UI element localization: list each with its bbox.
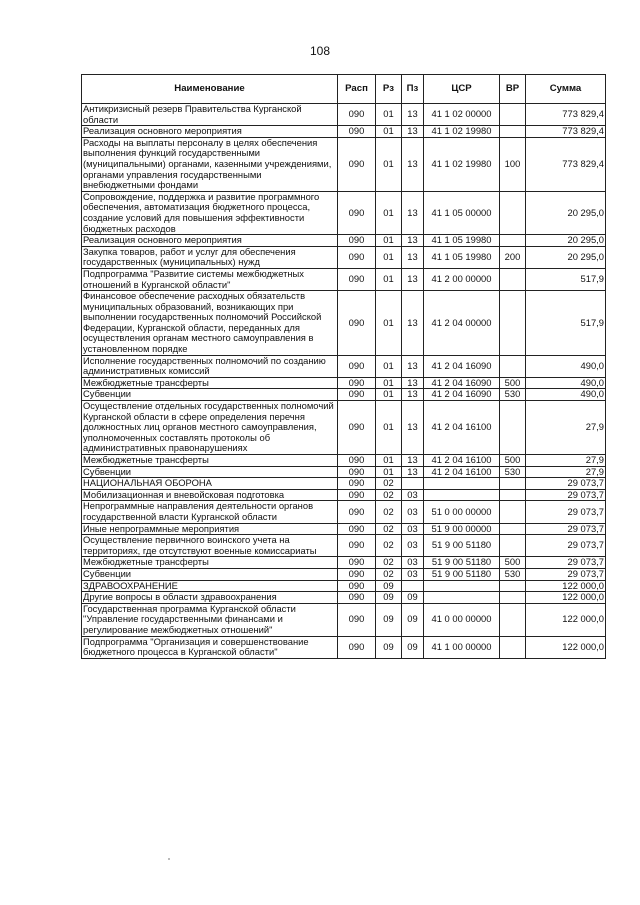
cell-rasp: 090 bbox=[338, 126, 376, 138]
cell-name: Субвенции bbox=[82, 466, 338, 478]
cell-csr: 51 0 00 00000 bbox=[424, 501, 500, 523]
cell-rz: 02 bbox=[376, 501, 402, 523]
cell-pz: 13 bbox=[402, 104, 424, 126]
cell-sum: 29 073,7 bbox=[526, 523, 606, 535]
cell-vr bbox=[500, 603, 526, 636]
cell-rasp: 090 bbox=[338, 137, 376, 191]
cell-vr bbox=[500, 191, 526, 234]
cell-rasp: 090 bbox=[338, 401, 376, 455]
cell-rasp: 090 bbox=[338, 355, 376, 377]
cell-vr: 530 bbox=[500, 389, 526, 401]
cell-pz: 13 bbox=[402, 235, 424, 247]
cell-sum: 122 000,0 bbox=[526, 603, 606, 636]
cell-vr bbox=[500, 268, 526, 290]
cell-rz: 01 bbox=[376, 377, 402, 389]
header-sum: Сумма bbox=[526, 75, 606, 104]
cell-name: Подпрограмма "Развитие системы межбюджетных отношений в Курганской области" bbox=[82, 268, 338, 290]
cell-name: Реализация основного мероприятия bbox=[82, 235, 338, 247]
cell-name: Осуществление отдельных государственных полномочий Курганской области в сфере определения перечня должностных лиц органов местного самоуправления, уполномоченных составлять протоколы об административных правонарушениях bbox=[82, 401, 338, 455]
cell-rasp: 090 bbox=[338, 568, 376, 580]
cell-rasp: 090 bbox=[338, 466, 376, 478]
cell-rz: 01 bbox=[376, 104, 402, 126]
table-row bbox=[82, 291, 606, 356]
cell-pz: 03 bbox=[402, 501, 424, 523]
cell-vr bbox=[500, 580, 526, 592]
cell-name: Другие вопросы в области здравоохранения bbox=[82, 592, 338, 604]
header-name: Наименование bbox=[82, 75, 338, 104]
table-row bbox=[82, 401, 606, 455]
cell-vr: 200 bbox=[500, 246, 526, 268]
cell-rasp: 090 bbox=[338, 455, 376, 467]
cell-sum: 490,0 bbox=[526, 389, 606, 401]
cell-vr bbox=[500, 535, 526, 557]
cell-pz: 13 bbox=[402, 268, 424, 290]
table-row bbox=[82, 126, 606, 138]
cell-name: НАЦИОНАЛЬНАЯ ОБОРОНА bbox=[82, 478, 338, 490]
cell-rasp: 090 bbox=[338, 235, 376, 247]
table-row bbox=[82, 268, 606, 290]
table-row bbox=[82, 501, 606, 523]
cell-csr: 41 0 00 00000 bbox=[424, 603, 500, 636]
cell-name: Межбюджетные трансферты bbox=[82, 557, 338, 569]
cell-pz: 13 bbox=[402, 389, 424, 401]
cell-rz: 02 bbox=[376, 478, 402, 490]
cell-pz: 09 bbox=[402, 592, 424, 604]
cell-pz: 13 bbox=[402, 401, 424, 455]
table-row bbox=[82, 478, 606, 490]
cell-rasp: 090 bbox=[338, 377, 376, 389]
cell-csr: 41 2 04 16100 bbox=[424, 455, 500, 467]
cell-vr: 100 bbox=[500, 137, 526, 191]
cell-rz: 01 bbox=[376, 466, 402, 478]
cell-name: Подпрограмма "Организация и совершенствование бюджетного процесса в Курганской области" bbox=[82, 636, 338, 658]
cell-vr bbox=[500, 291, 526, 356]
cell-pz: 13 bbox=[402, 291, 424, 356]
cell-rz: 01 bbox=[376, 401, 402, 455]
cell-sum: 773 829,4 bbox=[526, 104, 606, 126]
cell-sum: 490,0 bbox=[526, 377, 606, 389]
cell-csr: 41 1 05 00000 bbox=[424, 191, 500, 234]
table-row bbox=[82, 137, 606, 191]
cell-pz: 03 bbox=[402, 523, 424, 535]
cell-name: Финансовое обеспечение расходных обязательств муниципальных образований, возникающих при выполнении государственных полномочий Российской Федерации, Курганской области, переданных для осуществления органам местного самоуправления в установленном порядке bbox=[82, 291, 338, 356]
cell-sum: 490,0 bbox=[526, 355, 606, 377]
cell-vr: 530 bbox=[500, 568, 526, 580]
cell-rz: 01 bbox=[376, 355, 402, 377]
cell-name: Сопровождение, поддержка и развитие программного обеспечения, автоматизация бюджетного процесса, создание условий для повышения эффективности бюджетных расходов bbox=[82, 191, 338, 234]
cell-csr bbox=[424, 592, 500, 604]
cell-vr bbox=[500, 104, 526, 126]
cell-pz: 03 bbox=[402, 489, 424, 501]
cell-csr: 41 1 05 19980 bbox=[424, 246, 500, 268]
cell-sum: 773 829,4 bbox=[526, 126, 606, 138]
cell-rz: 09 bbox=[376, 592, 402, 604]
cell-rz: 01 bbox=[376, 268, 402, 290]
cell-pz bbox=[402, 580, 424, 592]
cell-rasp: 090 bbox=[338, 636, 376, 658]
cell-csr: 41 1 05 19980 bbox=[424, 235, 500, 247]
cell-pz: 03 bbox=[402, 535, 424, 557]
cell-sum: 20 295,0 bbox=[526, 246, 606, 268]
budget-table bbox=[81, 74, 606, 659]
cell-csr bbox=[424, 580, 500, 592]
cell-csr: 51 9 00 00000 bbox=[424, 523, 500, 535]
cell-rz: 01 bbox=[376, 246, 402, 268]
cell-sum: 517,9 bbox=[526, 268, 606, 290]
table-row bbox=[82, 592, 606, 604]
cell-sum: 29 073,7 bbox=[526, 478, 606, 490]
cell-sum: 29 073,7 bbox=[526, 557, 606, 569]
cell-rasp: 090 bbox=[338, 191, 376, 234]
cell-csr: 41 2 04 16100 bbox=[424, 466, 500, 478]
header-csr: ЦСР bbox=[424, 75, 500, 104]
cell-rz: 01 bbox=[376, 291, 402, 356]
cell-rasp: 090 bbox=[338, 523, 376, 535]
cell-rasp: 090 bbox=[338, 535, 376, 557]
cell-sum: 122 000,0 bbox=[526, 636, 606, 658]
cell-rz: 01 bbox=[376, 137, 402, 191]
cell-name: Исполнение государственных полномочий по созданию административных комиссий bbox=[82, 355, 338, 377]
cell-rasp: 090 bbox=[338, 291, 376, 356]
cell-csr bbox=[424, 489, 500, 501]
cell-rz: 02 bbox=[376, 523, 402, 535]
cell-rz: 09 bbox=[376, 603, 402, 636]
cell-rasp: 090 bbox=[338, 246, 376, 268]
cell-rz: 01 bbox=[376, 191, 402, 234]
table-row bbox=[82, 235, 606, 247]
cell-name: ЗДРАВООХРАНЕНИЕ bbox=[82, 580, 338, 592]
table-row bbox=[82, 355, 606, 377]
cell-rz: 01 bbox=[376, 389, 402, 401]
cell-name: Антикризисный резерв Правительства Курганской области bbox=[82, 104, 338, 126]
cell-pz: 13 bbox=[402, 137, 424, 191]
cell-rz: 02 bbox=[376, 535, 402, 557]
cell-csr: 41 2 04 00000 bbox=[424, 291, 500, 356]
cell-sum: 20 295,0 bbox=[526, 191, 606, 234]
cell-csr: 41 2 04 16090 bbox=[424, 377, 500, 389]
cell-pz: 03 bbox=[402, 557, 424, 569]
table-row bbox=[82, 466, 606, 478]
table-row bbox=[82, 455, 606, 467]
cell-vr: 500 bbox=[500, 455, 526, 467]
cell-sum: 20 295,0 bbox=[526, 235, 606, 247]
cell-pz: 09 bbox=[402, 636, 424, 658]
cell-sum: 29 073,7 bbox=[526, 535, 606, 557]
cell-pz: 13 bbox=[402, 126, 424, 138]
cell-name: Субвенции bbox=[82, 568, 338, 580]
cell-pz bbox=[402, 478, 424, 490]
header-vr: ВР bbox=[500, 75, 526, 104]
table-row bbox=[82, 489, 606, 501]
cell-rasp: 090 bbox=[338, 268, 376, 290]
cell-rasp: 090 bbox=[338, 489, 376, 501]
cell-rasp: 090 bbox=[338, 557, 376, 569]
header-pz: Пз bbox=[402, 75, 424, 104]
cell-pz: 03 bbox=[402, 568, 424, 580]
table-row bbox=[82, 636, 606, 658]
page-number: 108 bbox=[309, 44, 331, 58]
cell-sum: 27,9 bbox=[526, 455, 606, 467]
cell-sum: 122 000,0 bbox=[526, 580, 606, 592]
cell-pz: 09 bbox=[402, 603, 424, 636]
cell-vr: 500 bbox=[500, 557, 526, 569]
cell-csr: 51 9 00 51180 bbox=[424, 557, 500, 569]
cell-csr: 41 2 04 16100 bbox=[424, 401, 500, 455]
cell-vr bbox=[500, 235, 526, 247]
table-row bbox=[82, 389, 606, 401]
cell-csr: 41 1 02 19980 bbox=[424, 137, 500, 191]
table-row bbox=[82, 191, 606, 234]
cell-sum: 773 829,4 bbox=[526, 137, 606, 191]
cell-csr: 41 1 02 19980 bbox=[424, 126, 500, 138]
cell-sum: 27,9 bbox=[526, 401, 606, 455]
cell-name: Расходы на выплаты персоналу в целях обеспечения выполнения функций государственными (муниципальными) органами, казенными учреждениями, органами управления государственными внебюджетными фондами bbox=[82, 137, 338, 191]
cell-rasp: 090 bbox=[338, 580, 376, 592]
cell-pz: 13 bbox=[402, 377, 424, 389]
cell-name: Межбюджетные трансферты bbox=[82, 455, 338, 467]
table-row bbox=[82, 246, 606, 268]
cell-vr bbox=[500, 355, 526, 377]
cell-rasp: 090 bbox=[338, 501, 376, 523]
cell-rasp: 090 bbox=[338, 592, 376, 604]
cell-vr: 500 bbox=[500, 377, 526, 389]
cell-csr: 51 9 00 51180 bbox=[424, 535, 500, 557]
cell-csr: 41 2 04 16090 bbox=[424, 389, 500, 401]
cell-rz: 02 bbox=[376, 557, 402, 569]
table-row bbox=[82, 603, 606, 636]
table-row bbox=[82, 535, 606, 557]
table-row bbox=[82, 377, 606, 389]
cell-sum: 122 000,0 bbox=[526, 592, 606, 604]
cell-vr: 530 bbox=[500, 466, 526, 478]
cell-pz: 13 bbox=[402, 191, 424, 234]
table-row bbox=[82, 104, 606, 126]
cell-sum: 517,9 bbox=[526, 291, 606, 356]
table-row bbox=[82, 568, 606, 580]
table-row bbox=[82, 580, 606, 592]
cell-sum: 29 073,7 bbox=[526, 489, 606, 501]
header-row bbox=[82, 75, 606, 104]
cell-rz: 02 bbox=[376, 489, 402, 501]
cell-rz: 09 bbox=[376, 636, 402, 658]
cell-name: Реализация основного мероприятия bbox=[82, 126, 338, 138]
cell-pz: 13 bbox=[402, 455, 424, 467]
cell-vr bbox=[500, 636, 526, 658]
cell-rz: 01 bbox=[376, 126, 402, 138]
cell-rz: 09 bbox=[376, 580, 402, 592]
cell-vr bbox=[500, 592, 526, 604]
cell-rz: 01 bbox=[376, 455, 402, 467]
cell-rasp: 090 bbox=[338, 478, 376, 490]
cell-name: Непрограммные направления деятельности органов государственной власти Курганской области bbox=[82, 501, 338, 523]
cell-csr: 41 2 00 00000 bbox=[424, 268, 500, 290]
table-body bbox=[82, 104, 606, 659]
cell-csr: 41 2 04 16090 bbox=[424, 355, 500, 377]
cell-pz: 13 bbox=[402, 466, 424, 478]
table-row bbox=[82, 523, 606, 535]
cell-sum: 29 073,7 bbox=[526, 568, 606, 580]
scan-speck bbox=[168, 858, 170, 860]
cell-name: Иные непрограммные мероприятия bbox=[82, 523, 338, 535]
cell-csr: 51 9 00 51180 bbox=[424, 568, 500, 580]
cell-name: Мобилизационная и вневойсковая подготовка bbox=[82, 489, 338, 501]
cell-rz: 01 bbox=[376, 235, 402, 247]
cell-vr bbox=[500, 489, 526, 501]
cell-vr bbox=[500, 126, 526, 138]
cell-name: Межбюджетные трансферты bbox=[82, 377, 338, 389]
cell-pz: 13 bbox=[402, 246, 424, 268]
cell-vr bbox=[500, 478, 526, 490]
cell-name: Осуществление первичного воинского учета на территориях, где отсутствуют военные комиссариаты bbox=[82, 535, 338, 557]
cell-vr bbox=[500, 401, 526, 455]
cell-sum: 29 073,7 bbox=[526, 501, 606, 523]
cell-rasp: 090 bbox=[338, 104, 376, 126]
cell-pz: 13 bbox=[402, 355, 424, 377]
header-rz: Рз bbox=[376, 75, 402, 104]
cell-name: Субвенции bbox=[82, 389, 338, 401]
cell-rz: 02 bbox=[376, 568, 402, 580]
table-row bbox=[82, 557, 606, 569]
cell-csr: 41 1 00 00000 bbox=[424, 636, 500, 658]
cell-csr: 41 1 02 00000 bbox=[424, 104, 500, 126]
cell-vr bbox=[500, 523, 526, 535]
cell-rasp: 090 bbox=[338, 603, 376, 636]
cell-sum: 27,9 bbox=[526, 466, 606, 478]
cell-vr bbox=[500, 501, 526, 523]
cell-name: Государственная программа Курганской области "Управление государственными финансами и регулирование межбюджетных отношений" bbox=[82, 603, 338, 636]
cell-csr bbox=[424, 478, 500, 490]
cell-name: Закупка товаров, работ и услуг для обеспечения государственных (муниципальных) нужд bbox=[82, 246, 338, 268]
cell-rasp: 090 bbox=[338, 389, 376, 401]
header-rasp: Расп bbox=[338, 75, 376, 104]
